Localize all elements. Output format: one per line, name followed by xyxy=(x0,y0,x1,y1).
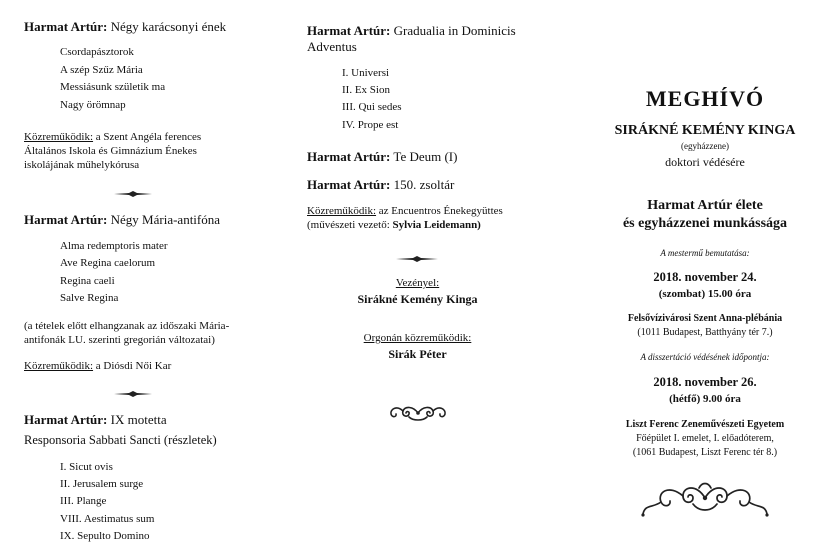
concert-date: 2018. november 24. xyxy=(653,270,757,284)
defense-time: (hétfő) 9.00 óra xyxy=(669,393,741,405)
performer-line: Általános Iskola és Gimnázium Énekes xyxy=(24,145,197,157)
defense-subtitle: doktori védésére xyxy=(665,155,745,169)
movement-item: III. Plange xyxy=(60,495,107,507)
piece-heading xyxy=(24,412,167,428)
invitation-title: MEGHÍVÓ xyxy=(645,86,765,111)
defense-room: Főépület I. emelet, I. előadóterem, xyxy=(636,433,774,444)
composer-name: Harmat Artúr: xyxy=(24,19,108,34)
performer-line xyxy=(24,131,201,143)
performer-text: a Diósdi Női Kar xyxy=(95,360,172,372)
artistic-director-label: (művészeti vezető: xyxy=(307,219,390,231)
scroll-ornament-icon xyxy=(387,402,449,424)
movement-item: Nagy örömnap xyxy=(60,99,126,111)
movement-item: II. Jerusalem surge xyxy=(60,478,144,490)
composer-name: Harmat Artúr: xyxy=(307,149,391,164)
discipline: (egyházzene) xyxy=(681,141,729,151)
movement-item: Csordapásztorok xyxy=(60,46,134,58)
movement-item: III. Qui sedes xyxy=(342,101,402,113)
composer-name: Harmat Artúr: xyxy=(307,177,391,192)
defense-date: 2018. november 26. xyxy=(653,375,757,389)
thesis-title-line: Harmat Artúr élete xyxy=(647,198,763,213)
organ-label-wrap xyxy=(290,332,545,344)
performer-text: a Szent Angéla ferences xyxy=(95,131,202,143)
piece-title: Te Deum (I) xyxy=(393,149,458,164)
movement-item: Alma redemptoris mater xyxy=(60,240,168,252)
composer-name: Harmat Artúr: xyxy=(24,212,108,227)
conductor-name: Sirákné Kemény Kinga xyxy=(357,292,478,306)
performer-line xyxy=(24,360,171,372)
movement-item: Ave Regina caelorum xyxy=(60,257,156,269)
organ-name-wrap xyxy=(290,347,545,362)
movement-item: A szép Szűz Mária xyxy=(60,64,143,76)
piece-heading xyxy=(307,23,516,39)
concert-address: (1011 Budapest, Batthyány tér 7.) xyxy=(637,327,773,338)
divider-ornament-icon xyxy=(113,189,153,199)
piece-title: Négy karácsonyi ének xyxy=(110,19,227,34)
note-line: antifonák LU. szerinti gregorián változatai) xyxy=(24,334,215,346)
movement-item: IX. Sepulto Domino xyxy=(60,530,150,542)
performer-label: Közreműködik: xyxy=(24,360,94,372)
piece-title-line: Adventus xyxy=(307,39,357,54)
flourish-ornament-icon xyxy=(639,478,771,520)
movement-item: I. Universi xyxy=(342,67,390,79)
defense-venue: Liszt Ferenc Zeneművészeti Egyetem xyxy=(625,419,785,430)
performer-text: az Encuentros Énekegyüttes xyxy=(378,205,503,217)
performer-label: Közreműködik: xyxy=(307,205,377,217)
artistic-director-line xyxy=(307,219,481,231)
movement-item: II. Ex Sion xyxy=(342,84,390,96)
performer-line xyxy=(307,205,503,217)
piece-heading xyxy=(307,177,454,193)
concert-venue: Felsővízivárosi Szent Anna-plébánia xyxy=(627,313,783,324)
piece-title: 150. zsoltár xyxy=(393,177,455,192)
performer-line: iskolájának műhelykórusa xyxy=(24,159,140,171)
defense-label: A disszertáció védésének időpontja: xyxy=(640,352,770,362)
note-line: (a tételek előtt elhangzanak az időszaki Mária- xyxy=(24,320,230,332)
artistic-director-name: Sylvia Leidemann) xyxy=(392,219,481,231)
divider-ornament-icon xyxy=(395,254,439,264)
divider-ornament-icon xyxy=(113,389,153,399)
concert-time: (szombat) 15.00 óra xyxy=(658,288,752,300)
piece-title: Gradualia in Dominicis xyxy=(393,23,516,38)
candidate-name: SIRÁKNÉ KEMÉNY KINGA xyxy=(614,123,796,138)
piece-subtitle: Responsoria Sabbati Sancti (részletek) xyxy=(24,433,217,447)
movement-item: IV. Prope est xyxy=(342,119,399,131)
piece-heading xyxy=(24,212,220,228)
conductor-name-wrap xyxy=(290,292,545,307)
organ-name: Sirák Péter xyxy=(388,347,447,361)
defense-address: (1061 Budapest, Liszt Ferenc tér 8.) xyxy=(632,447,778,458)
piece-heading xyxy=(307,149,457,165)
movement-item: I. Sicut ovis xyxy=(60,461,113,473)
performer-label: Közreműködik: xyxy=(24,131,94,143)
composer-name: Harmat Artúr: xyxy=(307,23,391,38)
concert-label: A mestermű bemutatása: xyxy=(660,248,750,258)
composer-name: Harmat Artúr: xyxy=(24,412,108,427)
movement-item: Salve Regina xyxy=(60,292,119,304)
movement-item: Regina caeli xyxy=(60,275,115,287)
movement-item: Messiásunk születik ma xyxy=(60,81,166,93)
conductor-label: Vezényel: xyxy=(395,277,440,289)
piece-title: IX motetta xyxy=(110,412,167,427)
piece-heading xyxy=(24,19,226,35)
organ-label: Orgonán közreműködik: xyxy=(363,332,472,344)
thesis-title-line: és egyházzenei munkássága xyxy=(622,216,788,231)
movement-item: VIII. Aestimatus sum xyxy=(60,513,155,525)
piece-title: Négy Mária-antifóna xyxy=(110,212,221,227)
conductor-label-wrap xyxy=(290,277,545,289)
